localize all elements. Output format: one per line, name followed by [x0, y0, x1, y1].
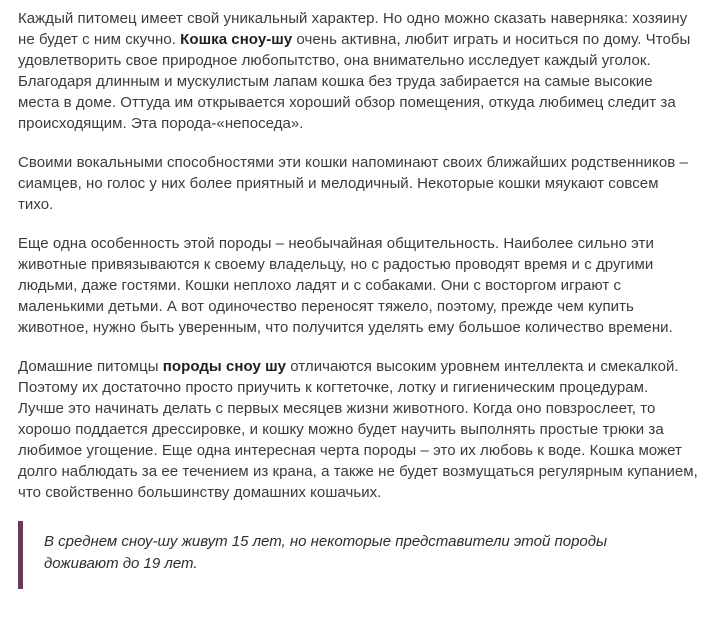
blockquote	[18, 521, 698, 585]
paragraph-4-bold-breed-link: породы сноу шу	[162, 358, 287, 375]
paragraph-1-text-2: очень активна, любит играть и носиться по дому. Чтобы удовлетворить свое природное любопытство, она внимательно исследует каждый уголок. Благодаря длинным и мускулистым лапам кошка без труда забирается на самые высокие места в доме. Оттуда им открывается хороший обзор помещения, откуда любимец следит за происходящим. Эта порода-«непоседа».	[18, 31, 691, 132]
paragraph-2-text-1: Своими вокальными способностями эти кошки напоминают своих ближайших родственников – сиамцев, но голос у них более приятный и мелодичный. Некоторые кошки мяукают совсем тихо.	[18, 154, 688, 213]
paragraph-1-text-1: Каждый питомец имеет свой уникальный характер. Но одно можно сказать наверняка: хозяину не будет с ним скучно.	[18, 10, 688, 48]
paragraph-2	[18, 152, 698, 215]
blockquote-text: В среднем сноу-шу живут 15 лет, но некоторые представители этой породы доживают до 19 лет.	[44, 533, 608, 572]
paragraph-1	[18, 8, 698, 134]
article-body	[18, 8, 698, 585]
blockquote-accent-bar	[18, 521, 23, 589]
paragraph-3	[18, 233, 698, 338]
paragraph-3-text-1: Еще одна особенность этой породы – необычайная общительность. Наиболее сильно эти животные привязываются к своему владельцу, но с радостью проводят время и с другими людьми, даже гостями. Кошки неплохо ладят и с собаками. Они с восторгом играют с маленькими детьми. А вот одиночество переносят тяжело, поэтому, прежде чем купить животное, нужно быть уверенным, что получится уделять ему большое количество времени.	[18, 235, 673, 336]
paragraph-4-text-1: Домашние питомцы	[18, 358, 163, 375]
paragraph-4	[18, 356, 698, 503]
paragraph-1-bold-breed-name: Кошка сноу-шу	[180, 31, 293, 48]
paragraph-4-text-2: отличаются высоким уровнем интеллекта и смекалкой. Поэтому их достаточно просто приучить к когтеточке, лотку и гигиеническим процедурам. Лучше это начинать делать с первых месяцев жизни животного. Когда оно повзрослеет, то хорошо поддается дрессировке, и кошку можно будет научить выполнять простые трюки за любимое угощение. Еще одна интересная черта породы – это их любовь к воде. Кошка может долго наблюдать за ее течением из крана, а также не будет возмущаться регулярным купанием, что свойственно большинству домашних кошачьих.	[18, 358, 698, 501]
